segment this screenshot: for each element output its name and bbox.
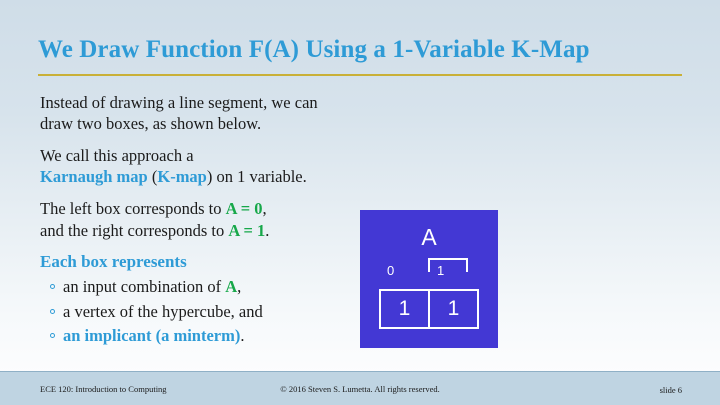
list-item <box>50 301 370 322</box>
list-item-text: an input combination of <box>63 277 226 297</box>
right-box-text: and the right corresponds to <box>40 220 229 240</box>
left-box-punct: , <box>262 199 267 219</box>
bullet-dot-icon <box>50 333 55 338</box>
slide-body <box>40 92 370 349</box>
term-k-map: K-map <box>157 167 207 187</box>
title-divider <box>38 74 682 76</box>
left-box-value: A = 0 <box>225 199 263 219</box>
paragraph-intro <box>40 92 370 134</box>
kmap-variable-label: A <box>421 224 437 250</box>
paragraph-karnaugh-sep2: ) on 1 variable. <box>206 167 307 187</box>
footer-slide-number: slide 6 <box>659 385 682 395</box>
kmap-diagram <box>360 210 498 348</box>
kmap-cell-0: 1 <box>398 297 411 320</box>
kmap-column-label-1: 1 <box>437 263 445 278</box>
term-karnaugh-map: Karnaugh map <box>40 167 148 187</box>
left-box-text: The left box corresponds to <box>40 199 226 219</box>
paragraph-karnaugh-line1: We call this approach a <box>40 146 194 166</box>
right-box-punct: . <box>265 220 270 240</box>
bullet-dot-icon <box>50 284 55 289</box>
kmap-variable-bracket <box>428 258 468 272</box>
paragraph-intro-line2: draw two boxes, as shown below. <box>40 114 262 134</box>
paragraph-karnaugh <box>40 145 370 187</box>
paragraph-karnaugh-sep1: ( <box>147 167 158 187</box>
list-item-text: a vertex of the hypercube, and <box>63 301 263 321</box>
footer-course-label: ECE 120: Introduction to Computing <box>40 384 167 394</box>
list-item <box>50 325 370 346</box>
paragraph-box-mapping <box>40 198 370 240</box>
list-heading: Each box represents <box>40 251 187 271</box>
list-item-highlight: an implicant (a minterm) <box>63 325 241 345</box>
list-item-post: . <box>240 325 245 345</box>
page-title: We Draw Function F(A) Using a 1-Variable K-Map <box>38 36 590 63</box>
kmap-column-label-0: 0 <box>387 263 395 278</box>
kmap-cell-1: 1 <box>428 291 477 327</box>
list-item-post: , <box>237 277 242 297</box>
bullet-dot-icon <box>50 309 55 314</box>
list-item-highlight: A <box>225 277 238 297</box>
kmap-grid <box>379 289 479 329</box>
footer-copyright: © 2016 Steven S. Lumetta. All rights reserved. <box>280 384 440 394</box>
list-item <box>50 276 370 297</box>
bullet-list <box>40 276 370 345</box>
paragraph-intro-line1: Instead of drawing a line segment, we can <box>40 93 318 112</box>
right-box-value: A = 1 <box>228 220 266 240</box>
